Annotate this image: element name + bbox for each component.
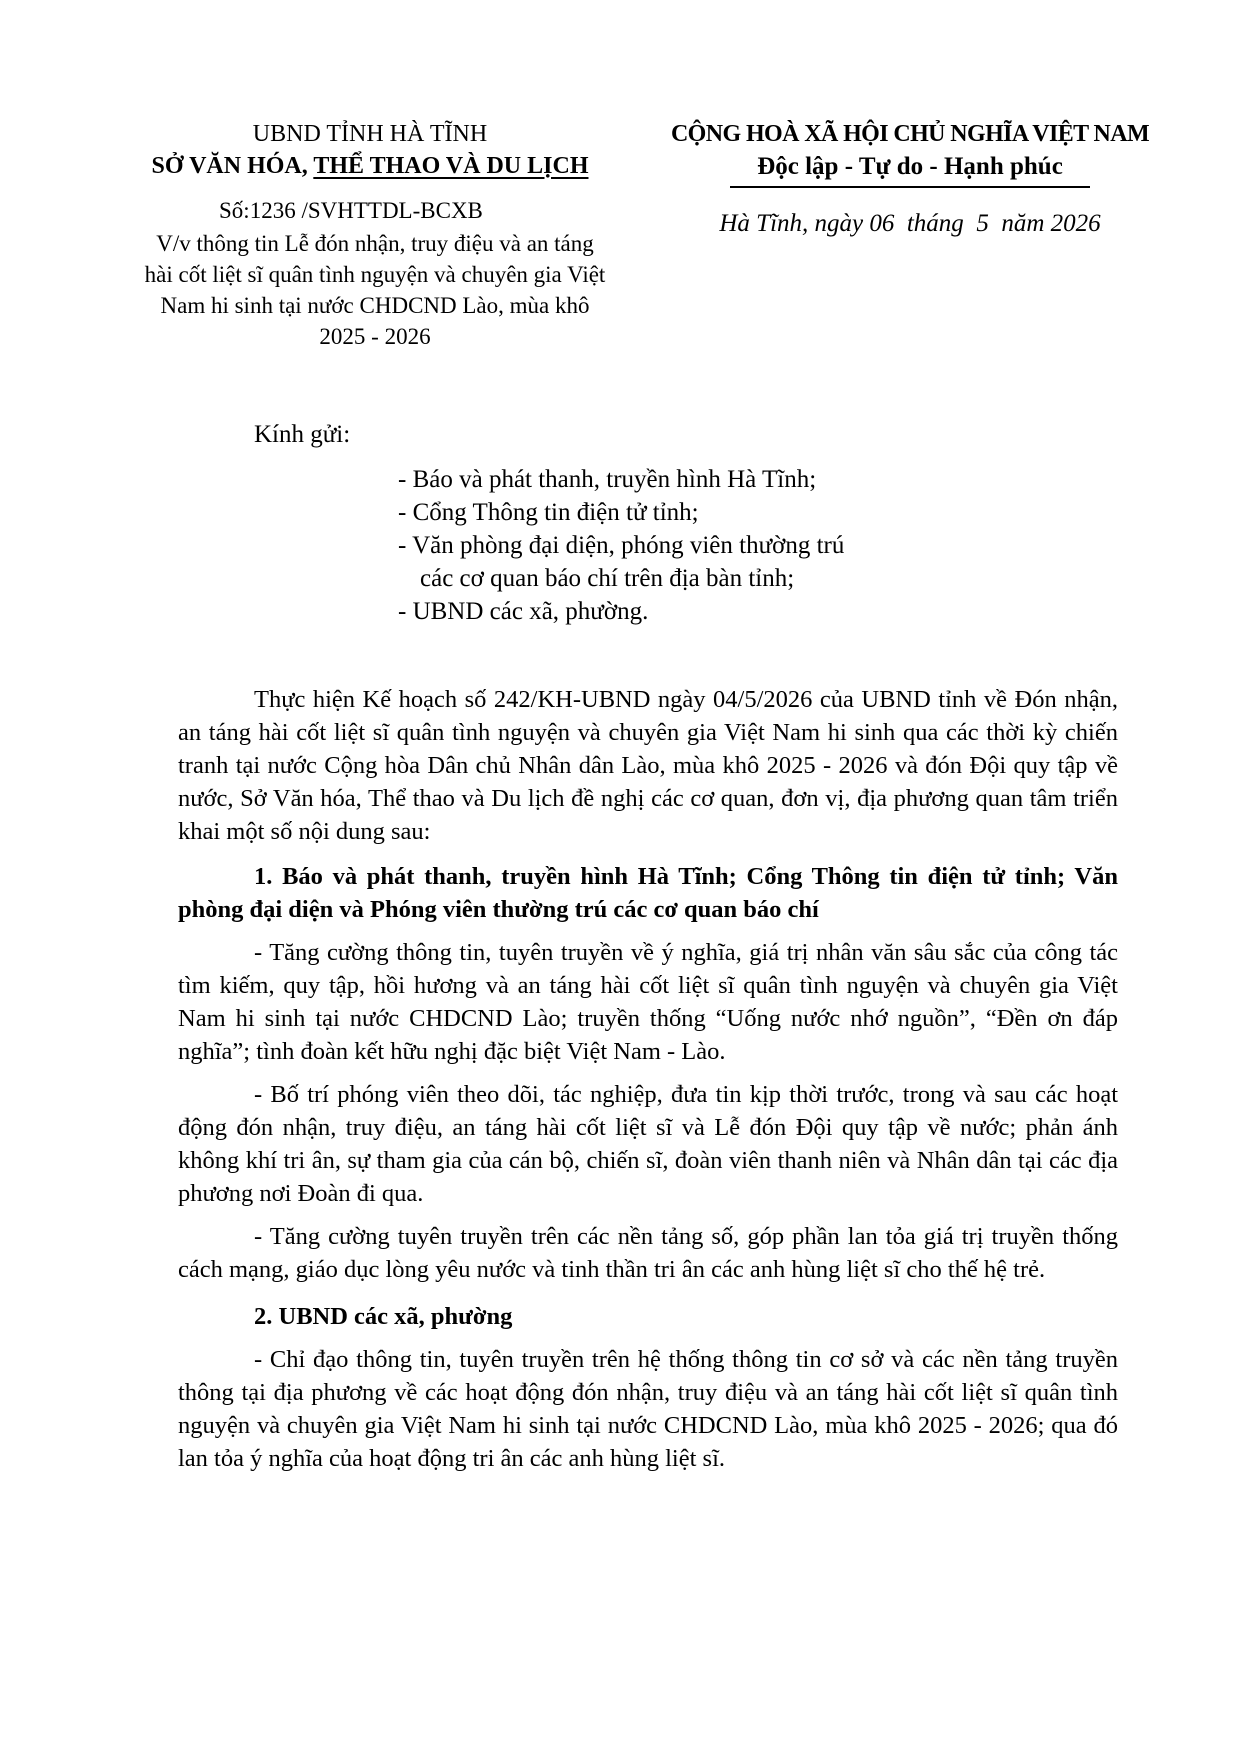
recipient-item-continuation: các cơ quan báo chí trên địa bàn tỉnh; bbox=[420, 565, 795, 592]
document-number-suffix: /SVHTTDL-BCXB bbox=[295, 198, 483, 223]
motto-underline bbox=[730, 186, 1090, 188]
issuing-agency-block bbox=[120, 118, 620, 182]
date-month: 5 bbox=[976, 210, 989, 237]
nation-name: CỘNG HOÀ XÃ HỘI CHỦ NGHĨA VIỆT NAM bbox=[670, 121, 1150, 147]
parent-agency: UBND TỈNH HÀ TĨNH bbox=[252, 121, 488, 147]
issuing-agency bbox=[120, 150, 620, 182]
section-1-item: - Tăng cường tuyên truyền trên các nền tảng số, góp phần lan tỏa giá trị truyền thống cách mạng, giáo dục lòng yêu nước và tinh thần tri ân các anh hùng liệt sĩ cho thế hệ trẻ. bbox=[178, 1223, 1118, 1283]
recipient-item: - Văn phòng đại diện, phóng viên thường trú bbox=[398, 532, 845, 559]
date-year: năm 2026 bbox=[988, 210, 1101, 237]
date-prefix: Hà Tĩnh, ngày bbox=[719, 210, 870, 237]
section-1-item: - Bố trí phóng viên theo dõi, tác nghiệp, đưa tin kịp thời trước, trong và sau các hoạt động đón nhận, truy điệu, an táng hài cốt liệt sĩ và Lễ đón Đội quy tập về nước; phản ánh không khí tri ân, sự tham gia của cán bộ, chiến sĩ, đoàn viên thanh niên và Nhân dân tại các địa phương nơi Đoàn đi qua. bbox=[178, 1081, 1118, 1207]
national-title-block bbox=[640, 118, 1180, 188]
document-body bbox=[178, 683, 1118, 1475]
issuing-agency-prefix: SỞ VĂN HÓA, bbox=[151, 153, 314, 179]
date-month-label: tháng bbox=[894, 210, 977, 237]
document-number-label: Số: bbox=[219, 198, 250, 223]
recipient-item: - Cổng Thông tin điện tử tỉnh; bbox=[398, 499, 699, 526]
recipient-list bbox=[398, 463, 1098, 628]
document-date bbox=[640, 208, 1180, 240]
section-1-item: - Tăng cường thông tin, tuyên truyền về ý nghĩa, giá trị nhân văn sâu sắc của công tác tìm kiếm, quy tập, hồi hương và an táng hài cốt liệt sĩ quân tình nguyện và chuyên gia Việt Nam hi sinh tại nước CHDCND Lào; truyền thống “Uống nước nhớ nguồn”, “Đền ơn đáp nghĩa”; tình đoàn kết hữu nghị đặc biệt Việt Nam - Lào. bbox=[178, 939, 1118, 1065]
recipient-item: - UBND các xã, phường. bbox=[398, 598, 649, 625]
issuing-agency-underlined: THỂ THAO VÀ DU LỊCH bbox=[313, 153, 589, 179]
national-motto: Độc lập - Tự do - Hạnh phúc bbox=[757, 153, 1063, 180]
salutation: Kính gửi: bbox=[254, 421, 351, 448]
section-2-heading: 2. UBND các xã, phường bbox=[254, 1303, 513, 1330]
section-1-heading: 1. Báo và phát thanh, truyền hình Hà Tĩnh; Cổng Thông tin điện tử tỉnh; Văn phòng đại diện và Phóng viên thường trú các cơ quan báo chí bbox=[178, 863, 1118, 923]
intro-paragraph: Thực hiện Kế hoạch số 242/KH-UBND ngày 04/5/2026 của UBND tỉnh về Đón nhận, an táng hài cốt liệt sĩ quân tình nguyện và chuyên gia Việt Nam hi sinh qua các thời kỳ chiến tranh tại nước Cộng hòa Dân chủ Nhân dân Lào, mùa khô 2025 - 2026 và đón Đội quy tập về nước, Sở Văn hóa, Thể thao và Du lịch đề nghị các cơ quan, đơn vị, địa phương quan tâm triển khai một số nội dung sau: bbox=[178, 686, 1118, 845]
section-2-item: - Chỉ đạo thông tin, tuyên truyền trên hệ thống thông tin cơ sở và các nền tảng truyền thông tại địa phương về các hoạt động đón nhận, truy điệu và an táng hài cốt liệt sĩ quân tình nguyện và chuyên gia Việt Nam hi sinh tại nước CHDCND Lào, mùa khô 2025 - 2026; qua đó lan tỏa ý nghĩa của hoạt động tri ân các anh hùng liệt sĩ. bbox=[178, 1346, 1118, 1472]
document-number bbox=[219, 196, 483, 226]
document-number-value: 1236 bbox=[249, 198, 296, 223]
date-day: 06 bbox=[869, 210, 895, 237]
document-subject: V/v thông tin Lễ đón nhận, truy điệu và an táng hài cốt liệt sĩ quân tình nguyện và chuyên gia Việt Nam hi sinh tại nước CHDCND Lào, mùa khô 2025 - 2026 bbox=[144, 231, 606, 349]
recipient-item: - Báo và phát thanh, truyền hình Hà Tĩnh; bbox=[398, 466, 817, 493]
